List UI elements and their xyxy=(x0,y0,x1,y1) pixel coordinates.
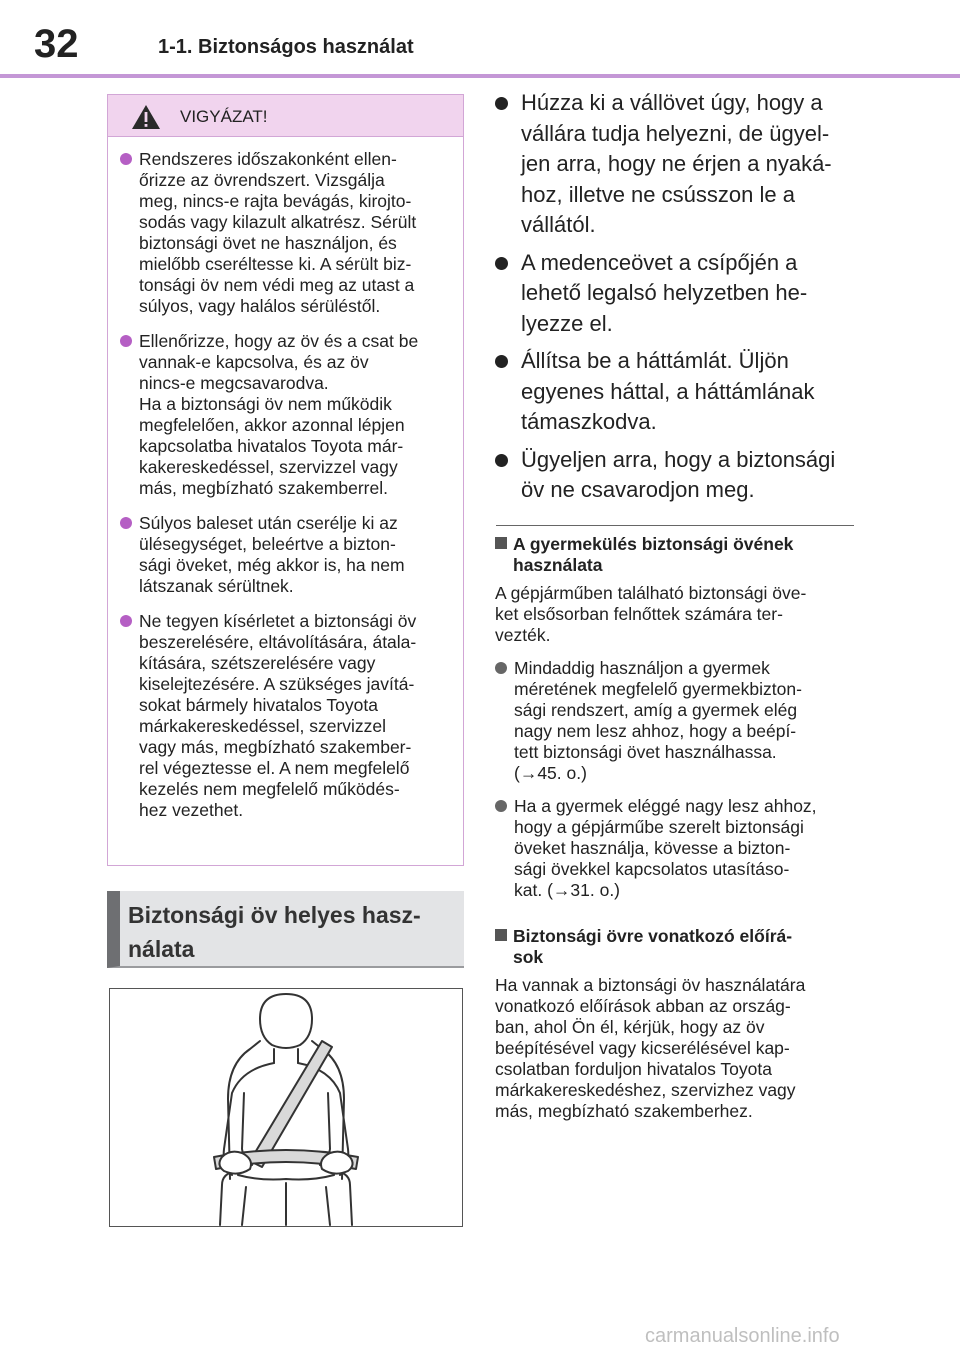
children-text: A gépjárműben található biztonsági öve- ket elsősorban felnőttek számára ter- vezték. xyxy=(495,583,807,645)
children-item: Ha a gyermek eléggé nagy lesz ahhoz, hogy a gépjárműbe szerelt biztonsági öveket használja, kövesse a bizton- sági övekkel kapcsolatos utasításo- kat. (→31. o.) xyxy=(495,796,860,901)
warning-triangle-icon xyxy=(131,104,161,130)
warning-list xyxy=(108,137,463,821)
warning-item: Rendszeres időszakonként ellen- őrizze az övrendszert. Vizsgálja meg, nincs-e rajta bevágás, kirojto- sodás vagy kilazult alkatrész. Sérült biztonsági övet ne használjon, és mielőbb cseréltesse ki. A sérült biz- tonsági öv nem védi meg az utast a súlyos, vagy halálos sérüléstől. xyxy=(120,149,449,317)
page-number: 32 xyxy=(34,22,79,66)
square-bullet-icon xyxy=(495,537,507,549)
warning-box xyxy=(107,94,464,866)
regulations-text: Ha vannak a biztonsági öv használatára vonatkozó előírások abban az ország- ban, ahol Ön él, kérjük, hogy az öv beépítésével vagy kicserélésével kap- csolatban forduljon hivatalos Toyota márkakereskedéshez, szervizhez vagy más, megbízható szakemberhez. xyxy=(495,975,806,1121)
section-title: 1-1. Biztonságos használat xyxy=(158,36,414,58)
regulations-section xyxy=(495,926,860,1122)
bullet-icon xyxy=(495,662,507,674)
warning-header xyxy=(108,95,463,137)
bullet-icon xyxy=(495,257,508,270)
bullet-icon xyxy=(495,97,508,110)
bullet-icon xyxy=(120,153,132,165)
subheading-correct-use xyxy=(107,891,464,968)
instruction-item: Húzza ki a vállövet úgy, hogy a vállára tudja helyezni, de ügyel- jen arra, hogy ne érjen a nyaká- hoz, illetve ne csússzon le a vállától. xyxy=(495,88,865,241)
bullet-icon xyxy=(495,355,508,368)
bullet-icon xyxy=(120,335,132,347)
page-header xyxy=(0,0,960,78)
seated-person-drawing xyxy=(110,989,463,1227)
children-heading: A gyermekülés biztonsági övének használata xyxy=(495,534,860,576)
bullet-icon xyxy=(495,454,508,467)
children-section xyxy=(495,534,860,913)
section-divider xyxy=(496,525,854,526)
children-item: Mindaddig használjon a gyermek méretének megfelelő gyermekbizton- sági rendszert, amíg a gyermek elég nagy nem lesz ahhoz, hogy a beépí- tett biztonsági övet használhassa. (→45. o.) xyxy=(495,658,860,784)
header-rule xyxy=(0,74,960,78)
seatbelt-illustration xyxy=(109,988,463,1227)
subheading-title: Biztonsági öv helyes hasz- nálata xyxy=(128,902,421,962)
regulations-heading: Biztonsági övre vonatkozó előírá- sok xyxy=(495,926,860,968)
watermark: carmanualsonline.info xyxy=(645,1325,840,1347)
instructions-column xyxy=(495,88,865,513)
bullet-icon xyxy=(495,800,507,812)
bullet-icon xyxy=(120,615,132,627)
instruction-list xyxy=(495,88,865,506)
warning-item: Súlyos baleset után cserélje ki az ülésegységet, beleértve a bizton- sági öveket, még akkor is, ha nem látszanak sérültnek. xyxy=(120,513,449,597)
instruction-item: Ügyeljen arra, hogy a biztonsági öv ne csavarodjon meg. xyxy=(495,445,865,506)
children-list xyxy=(495,658,860,901)
warning-title: VIGYÁZAT! xyxy=(180,107,268,126)
warning-item: Ellenőrizze, hogy az öv és a csat be vannak-e kapcsolva, és az öv nincs-e megcsavarodva. Ha a biztonsági öv nem működik megfelelően, akkor azonnal lépjen kapcsolatba hivatalos Toyota már- kakereskedéssel, szervizzel vagy más, megbízható szakemberrel. xyxy=(120,331,449,499)
warning-item: Ne tegyen kísérletet a biztonsági öv beszerelésére, eltávolítására, átala- kítására, szétszerelésére vagy kiselejtezésére. A szükséges javítá- sokat bármely hivatalos Toyota márkakereskedéssel, szervizzel vagy más, megbízható szakember- rel végeztesse el. A nem megfelelő kezelés nem megfelelő működés- hez vezethet. xyxy=(120,611,449,821)
square-bullet-icon xyxy=(495,929,507,941)
instruction-item: Állítsa be a háttámlát. Üljön egyenes háttal, a háttámlának támaszkodva. xyxy=(495,346,865,438)
bullet-icon xyxy=(120,517,132,529)
instruction-item: A medenceövet a csípőjén a lehető legalsó helyzetben he- lyezze el. xyxy=(495,248,865,340)
